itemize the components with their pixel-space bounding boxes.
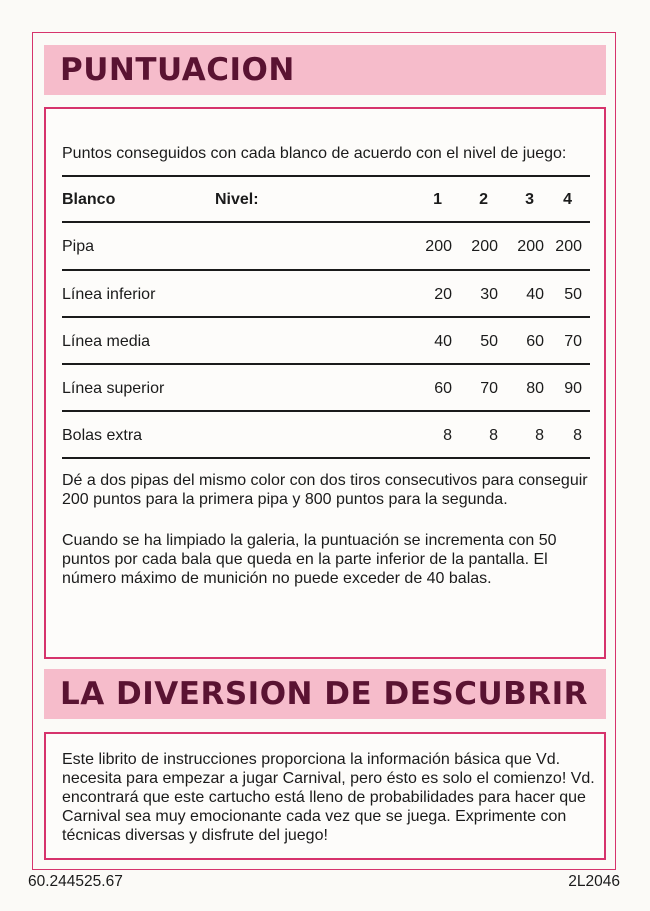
header-target: Blanco (62, 191, 116, 208)
row-value: 40 (526, 286, 544, 303)
table-intro: Puntos conseguidos con cada blanco de acuerdo con el nivel de juego: (62, 145, 567, 162)
row-value: 80 (526, 380, 544, 397)
table-rule (62, 363, 590, 365)
row-value: 70 (480, 380, 498, 397)
header-level-1: 1 (433, 191, 442, 208)
table-rule (62, 316, 590, 318)
section-banner-diversion (44, 669, 606, 719)
row-value: 40 (434, 333, 452, 350)
row-value: 8 (573, 427, 582, 444)
gallery-paragraph: Cuando se ha limpiado la galeria, la puntuación se incrementa con 50 puntos por cada bala que queda en la parte inferior de la pantalla. El número máximo de munición no puede exceder de 40 balas. (62, 532, 557, 587)
row-value: 30 (480, 286, 498, 303)
section-title: PUNTUACION (60, 52, 295, 88)
row-value: 200 (517, 238, 544, 255)
row-value: 8 (489, 427, 498, 444)
bonus-paragraph: Dé a dos pipas del mismo color con dos tiros consecutivos para conseguir 200 puntos para la primera pipa y 800 puntos para la segunda. (62, 472, 588, 508)
section-banner-puntuacion (44, 45, 606, 95)
table-rule (62, 410, 590, 412)
discover-paragraph: Este librito de instrucciones proporciona la información básica que Vd. necesita para empezar a jugar Carnival, pero ésto es solo el comienzo! Vd. encontrará que este cartucho está lleno de probabilidades para hacer que Carnival sea muy emocionante cada vez que se juega. Exprimente con técnicas diversas y disfrute del juego! (62, 751, 595, 844)
row-label: Bolas extra (62, 427, 143, 444)
row-value: 8 (535, 427, 544, 444)
row-value: 60 (434, 380, 452, 397)
row-value: 8 (443, 427, 452, 444)
section-title: LA DIVERSION DE DESCUBRIR (60, 676, 589, 712)
row-value: 20 (434, 286, 452, 303)
footer-left-code: 60.244525.67 (28, 873, 123, 890)
row-label: Línea superior (62, 380, 165, 397)
header-level-2: 2 (479, 191, 488, 208)
footer-right-code: 2L2046 (568, 873, 620, 890)
table-rule (62, 221, 590, 223)
row-value: 200 (555, 238, 582, 255)
row-label: Pipa (62, 238, 95, 255)
header-level-3: 3 (525, 191, 534, 208)
header-level: Nivel: (215, 191, 259, 208)
row-value: 70 (564, 333, 582, 350)
row-value: 60 (526, 333, 544, 350)
table-rule (62, 269, 590, 271)
row-value: 50 (564, 286, 582, 303)
row-value: 90 (564, 380, 582, 397)
row-value: 200 (425, 238, 452, 255)
row-label: Línea media (62, 333, 151, 350)
table-rule (62, 175, 590, 177)
row-label: Línea inferior (62, 286, 156, 303)
row-value: 50 (480, 333, 498, 350)
table-rule (62, 457, 590, 459)
row-value: 200 (471, 238, 498, 255)
header-level-4: 4 (563, 191, 572, 208)
